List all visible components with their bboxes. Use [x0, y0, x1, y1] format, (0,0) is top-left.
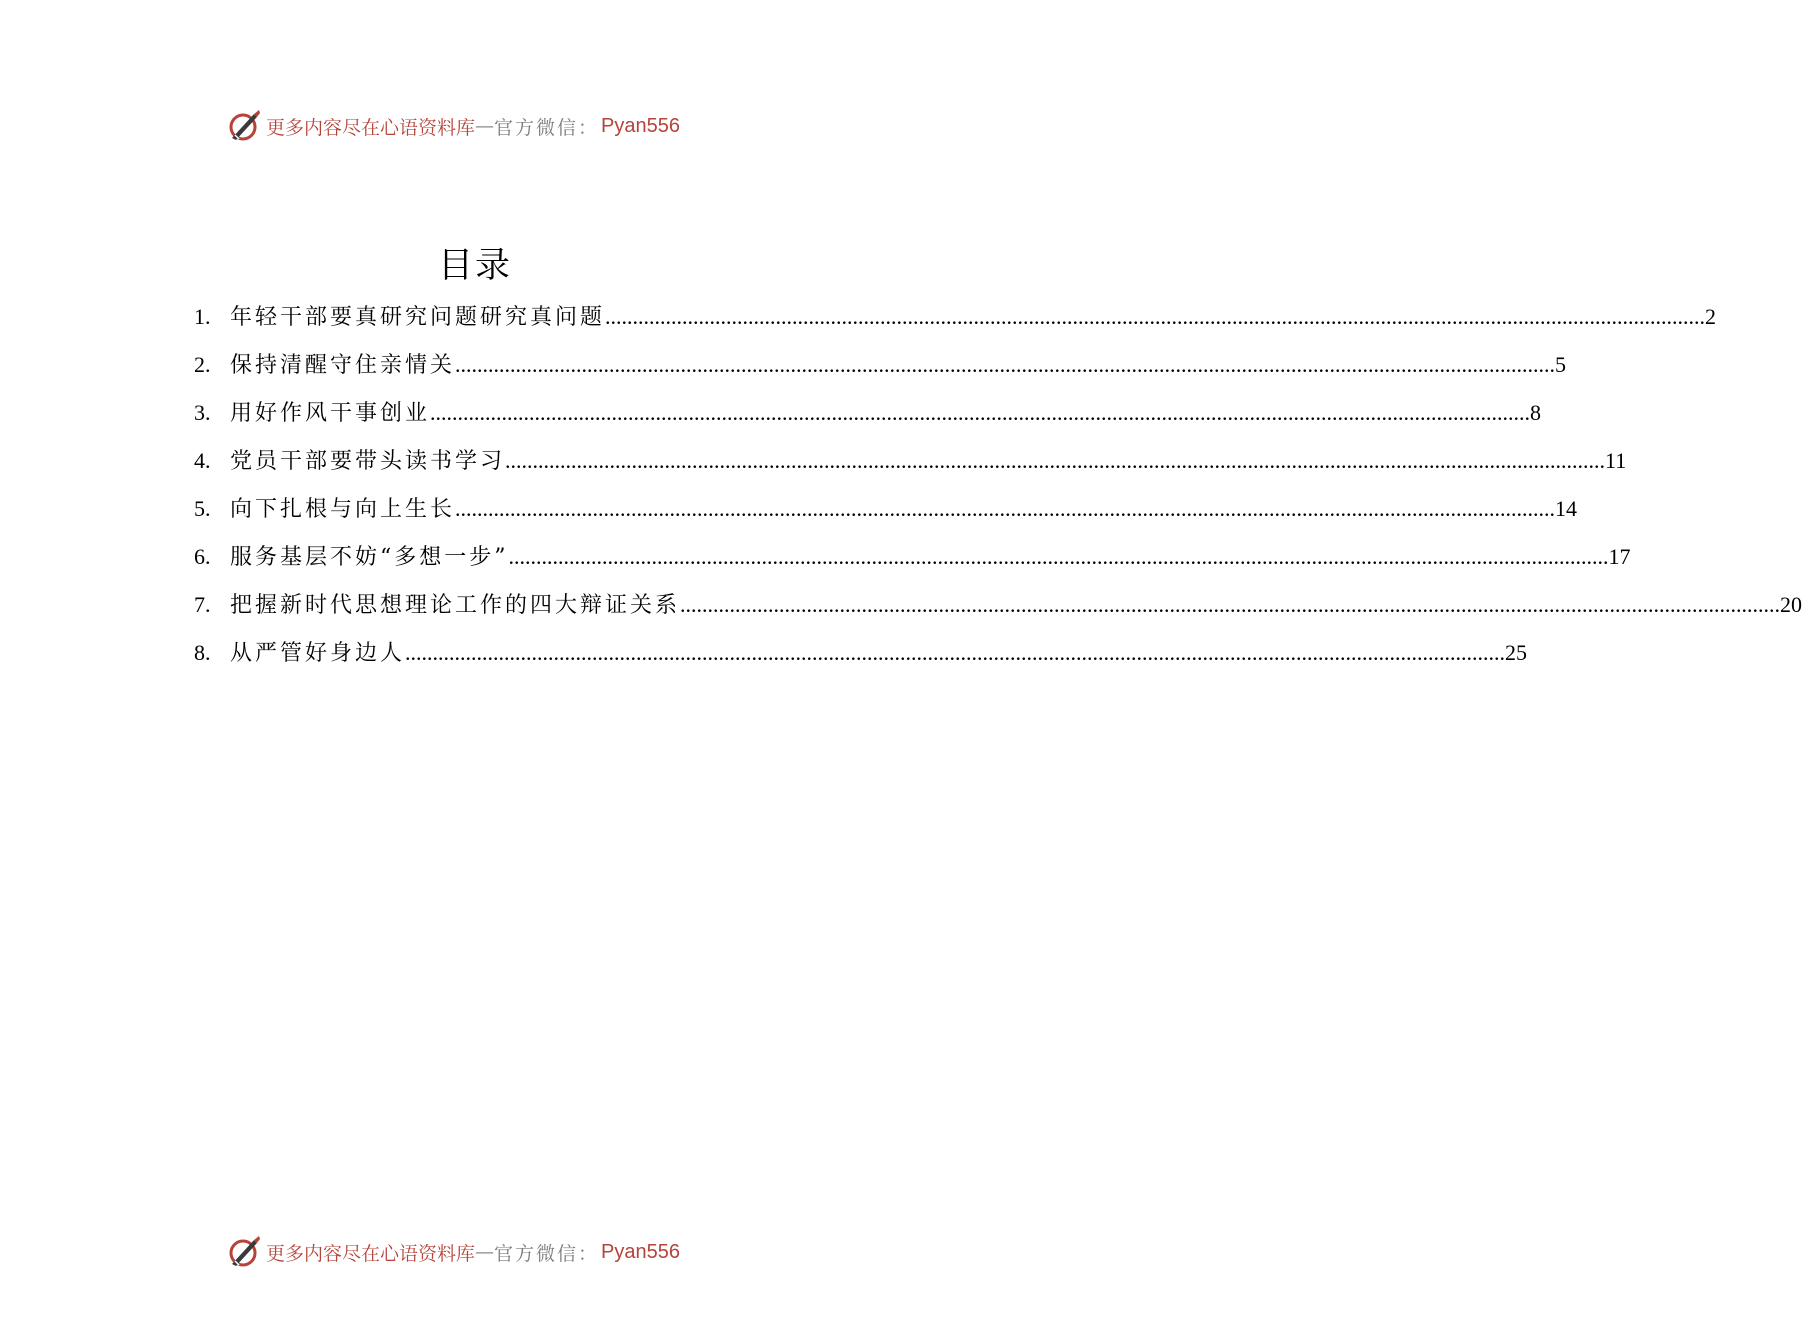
- banner-site-name: 更多内容尽在心语资料库: [266, 116, 476, 139]
- banner-dash: —: [475, 115, 495, 137]
- toc-entry-number: 6.: [194, 544, 211, 569]
- toc-entry-page: 8: [1530, 400, 1542, 425]
- toc-entry-title: 从严管好身边人: [230, 641, 406, 666]
- toc-list: [194, 300, 1802, 684]
- toc-entry-title: 向下扎根与向上生长: [230, 497, 456, 522]
- toc-entry-title: 把握新时代思想理论工作的四大辩证关系: [230, 593, 681, 618]
- banner-wechat-handle: Pyan556: [601, 114, 680, 137]
- toc-entry-number: 2.: [194, 352, 211, 377]
- toc-dot-leader: ........................................................................................................................................................................................................: [455, 496, 1556, 521]
- footer-watermark-banner: [226, 1234, 680, 1270]
- toc-entry-number: 5.: [194, 496, 211, 521]
- toc-entry-page: 25: [1505, 640, 1528, 665]
- toc-dot-leader: ........................................................................................................................................................................................................: [508, 544, 1609, 569]
- toc-entry-number: 4.: [194, 448, 211, 473]
- toc-dot-leader: ........................................................................................................................................................................................................: [405, 640, 1506, 665]
- banner-wechat-handle: Pyan556: [601, 1240, 680, 1263]
- quill-pen-logo-icon: [226, 1234, 262, 1270]
- toc-entry-number: 3.: [194, 400, 211, 425]
- toc-entry-page: 2: [1705, 304, 1717, 329]
- toc-entry[interactable]: [194, 444, 1627, 492]
- toc-title: 目录: [437, 246, 512, 286]
- toc-dot-leader: ........................................................................................................................................................................................................: [605, 304, 1706, 329]
- toc-entry-page: 11: [1605, 448, 1627, 473]
- toc-entry-title: 用好作风干事创业: [230, 401, 431, 426]
- toc-entry-title: 保持清醒守住亲情关: [230, 353, 456, 378]
- toc-entry[interactable]: [194, 348, 1567, 396]
- banner-site-name: 更多内容尽在心语资料库: [266, 1242, 476, 1265]
- quill-pen-logo-icon: [226, 108, 262, 144]
- toc-entry-number: 7.: [194, 592, 211, 617]
- toc-dot-leader: ........................................................................................................................................................................................................: [680, 592, 1781, 617]
- toc-entry[interactable]: [194, 636, 1528, 684]
- toc-entry[interactable]: [194, 540, 1631, 588]
- toc-entry-title: 党员干部要带头读书学习: [230, 449, 506, 474]
- banner-wechat-label: 官方微信：: [494, 116, 600, 139]
- toc-entry-page: 14: [1555, 496, 1578, 521]
- toc-entry-number: 8.: [194, 640, 211, 665]
- toc-entry[interactable]: [194, 396, 1542, 444]
- toc-entry-number: 1.: [194, 304, 211, 329]
- toc-entry-title: 年轻干部要真研究问题研究真问题: [230, 305, 606, 330]
- toc-entry-page: 17: [1608, 544, 1631, 569]
- banner-wechat-label: 官方微信：: [494, 1242, 600, 1265]
- toc-entry-page: 20: [1780, 592, 1802, 617]
- toc-entry[interactable]: [194, 492, 1578, 540]
- toc-dot-leader: ........................................................................................................................................................................................................: [430, 400, 1531, 425]
- toc-dot-leader: ........................................................................................................................................................................................................: [455, 352, 1556, 377]
- toc-entry-page: 5: [1555, 352, 1567, 377]
- toc-entry[interactable]: [194, 588, 1802, 636]
- banner-dash: —: [475, 1241, 495, 1263]
- header-watermark-banner: [226, 108, 680, 144]
- toc-entry[interactable]: [194, 300, 1717, 348]
- toc-dot-leader: ........................................................................................................................................................................................................: [505, 448, 1606, 473]
- toc-entry-title: 服务基层不妨“多想一步”: [230, 545, 509, 570]
